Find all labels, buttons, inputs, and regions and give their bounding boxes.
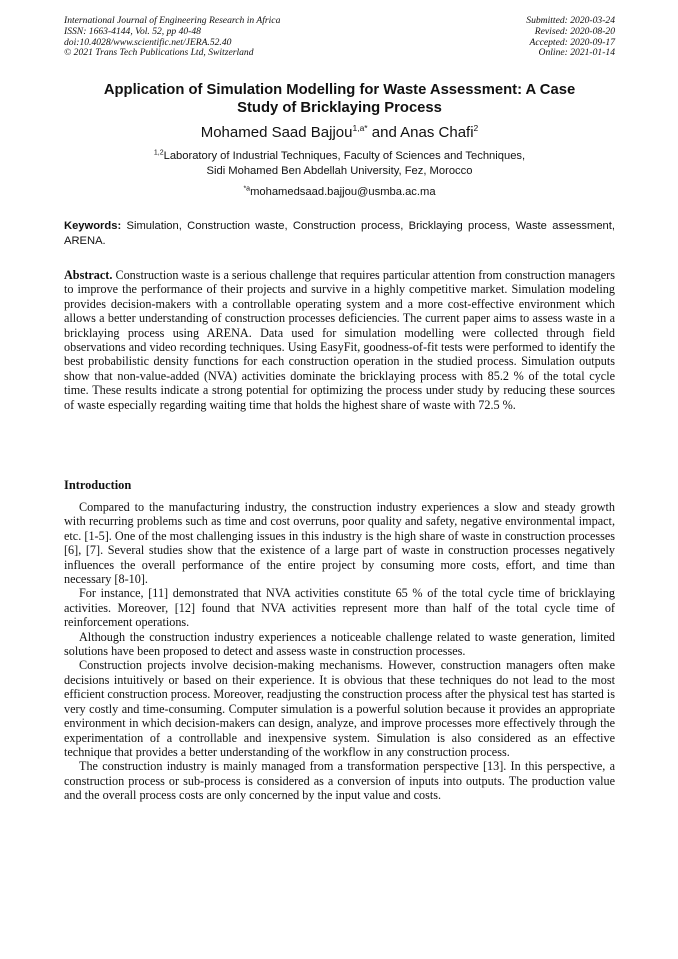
abstract-label: Abstract. (64, 268, 113, 282)
affiliation-line: Laboratory of Industrial Techniques, Faculty of Sciences and Techniques, (163, 150, 526, 162)
title-line: Application of Simulation Modelling for Waste Assessment: A Case (103, 82, 576, 98)
keywords (64, 219, 615, 248)
keywords-text: Simulation, Construction waste, Construction process, Bricklaying process, Waste assessment, ARENA. (64, 220, 615, 247)
journal-header (64, 16, 280, 59)
author-conjunction: and (367, 124, 401, 141)
author-affiliation-mark: 2 (473, 123, 479, 133)
affiliation (64, 149, 615, 180)
doi: doi:10.4028/www.scientific.net/JERA.52.40 (64, 36, 232, 48)
journal-name: International Journal of Engineering Research in Africa (64, 15, 281, 26)
contact-email (64, 185, 615, 200)
paragraph: For instance, [11] demonstrated that NVA activities constitute 65 % of the total cycle time of bricklaying activities. Moreover, [12] found that NVA activities represent more than half of the total cycle time of reinforcement operations. (64, 586, 615, 630)
author-list (64, 123, 615, 143)
revised-date: Revised: 2020-08-20 (534, 25, 615, 37)
author-name: Anas Chafi (400, 124, 474, 141)
submission-dates (526, 16, 615, 59)
keywords-label: Keywords: (64, 220, 122, 232)
online-date: Online: 2021-01-14 (538, 47, 615, 59)
paragraph: Compared to the manufacturing industry, the construction industry experiences a slow and steady growth with recurring problems such as time and cost overruns, poor quality and safety, negative environmental impact, etc. [1-5]. One of the most challenging issues in this industry is the high share of waste in construction processes [6], [7]. Several studies show that the existence of a large part of waste in construction processes negatively influences the overall performance of the entire project by consuming more costs, effort, and time than necessary [8-10]. (64, 500, 615, 587)
email-address: mohamedsaad.bajjou@usmba.ac.ma (250, 186, 436, 198)
submitted-date: Submitted: 2020-03-24 (526, 15, 615, 26)
paragraph: Construction projects involve decision-making mechanisms. However, construction managers often make decisions intuitively or based on their experience. It is obvious that these techniques do not lead to the most efficient construction process. Moreover, readjusting the construction process after the physical test has started is very costly and time-consuming. Computer simulation is a powerful solution because it provides an appropriate environment in which decision-makers can design, analyze, and improve processes more effectively through the experimentation of a controllable and inexpensive system. Simulation is also considered as an effective technique that provides a better understanding of the workflow in any construction process. (64, 658, 615, 759)
issn-volume: ISSN: 1663-4144, Vol. 52, pp 40-48 (64, 25, 201, 37)
author-name: Mohamed Saad Bajjou (200, 124, 353, 141)
affiliation-mark: 1,2 (153, 149, 164, 157)
accepted-date: Accepted: 2020-09-17 (529, 36, 615, 48)
abstract (64, 268, 615, 412)
abstract-text: Construction waste is a serious challenge that requires particular attention from construction managers to improve the performance of their projects and survive in a highly competitive market. Simulation modeling provides decision-makers with a controllable operating system and a more cost-effective environment which allows a better understanding of construction processes deficiencies. The current paper aims to assess waste in a bricklaying process using ARENA. Data used for simulation modelling were collected through field observations and video recording techniques. Using EasyFit, goodness-of-fit tests were performed to identify the best probabilistic density functions for each construction operation in the studied process. Simulation outputs show that non-value-added (NVA) activities dominate the bricklaying process with 85.2 % of the total cycle time. These results indicate a strong potential for optimizing the process under study by reducing these sources of waste especially regarding waiting time that holds the highest share of waste with 72.5 %. (64, 268, 615, 412)
affiliation-line: Sidi Mohamed Ben Abdellah University, Fez, Morocco (206, 165, 473, 178)
copyright: © 2021 Trans Tech Publications Ltd, Switzerland (64, 47, 254, 59)
email-mark: *a (243, 185, 251, 193)
section-heading: Introduction (64, 478, 132, 492)
paper-title (64, 81, 615, 117)
title-line: Study of Bricklaying Process (237, 100, 442, 116)
introduction-body (64, 500, 615, 803)
paragraph: Although the construction industry experiences a noticeable challenge related to waste generation, limited solutions have been proposed to detect and assess waste in construction processes. (64, 629, 615, 659)
author-affiliation-mark: 1,a* (352, 123, 368, 133)
paragraph: The construction industry is mainly managed from a transformation perspective [13]. In this perspective, a construction process or sub-process is considered as a conversion of inputs into outputs. The production value and the overall process costs are only concerned by the input value and costs. (64, 759, 615, 803)
